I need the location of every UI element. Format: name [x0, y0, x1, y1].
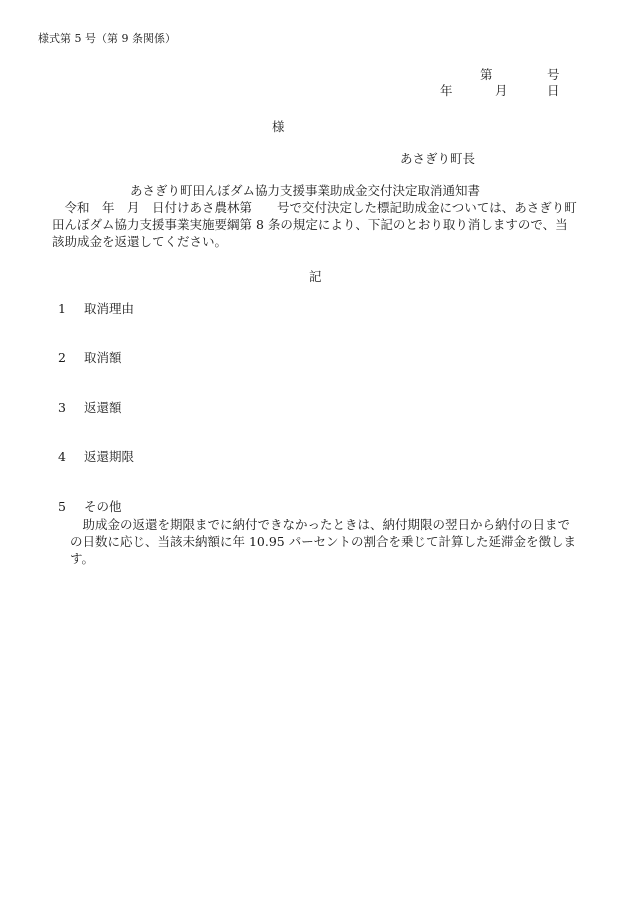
item-number: 5 — [58, 499, 66, 514]
item-5-body: 助成金の返還を期限までに納付できなかったときは、納付期限の翌日から納付の日までの日数に応じ、当該未納額に年 10.95 パーセントの割合を乗じて計算した延滞金を徴します。 — [70, 517, 576, 566]
body-paragraph: 令和 年 月 日付けあさ農林第 号で交付決定した標記助成金については、あさぎり町田んぼダム協力支援事業実施要綱第 8 条の規定により、下記のとおり取り消しますので、当該助成金を返還してください。 — [52, 200, 577, 249]
document-title: あさぎり町田んぼダム協力支援事業助成金交付決定取消通知書 — [130, 183, 481, 198]
addressee: 様 — [272, 119, 285, 134]
sender: あさぎり町長 — [400, 151, 476, 166]
item-label: 返還期限 — [84, 449, 135, 464]
item-number: 4 — [58, 449, 66, 464]
item-label: 取消額 — [84, 350, 122, 365]
issue-date-month: 月 — [495, 83, 508, 98]
item-number: 1 — [58, 301, 66, 316]
item-number: 2 — [58, 350, 66, 365]
item-label: 取消理由 — [84, 301, 135, 316]
item-label: その他 — [84, 499, 122, 514]
issue-date-year: 年 — [440, 83, 453, 98]
form-code: 様式第 5 号（第 9 条関係） — [38, 32, 176, 45]
item-label: 返還額 — [84, 400, 122, 415]
item-number: 3 — [58, 400, 66, 415]
ki-heading: 記 — [309, 269, 322, 284]
issue-number-prefix: 第 — [480, 67, 493, 82]
issue-number-suffix: 号 — [547, 67, 560, 82]
issue-date-day: 日 — [547, 83, 560, 98]
